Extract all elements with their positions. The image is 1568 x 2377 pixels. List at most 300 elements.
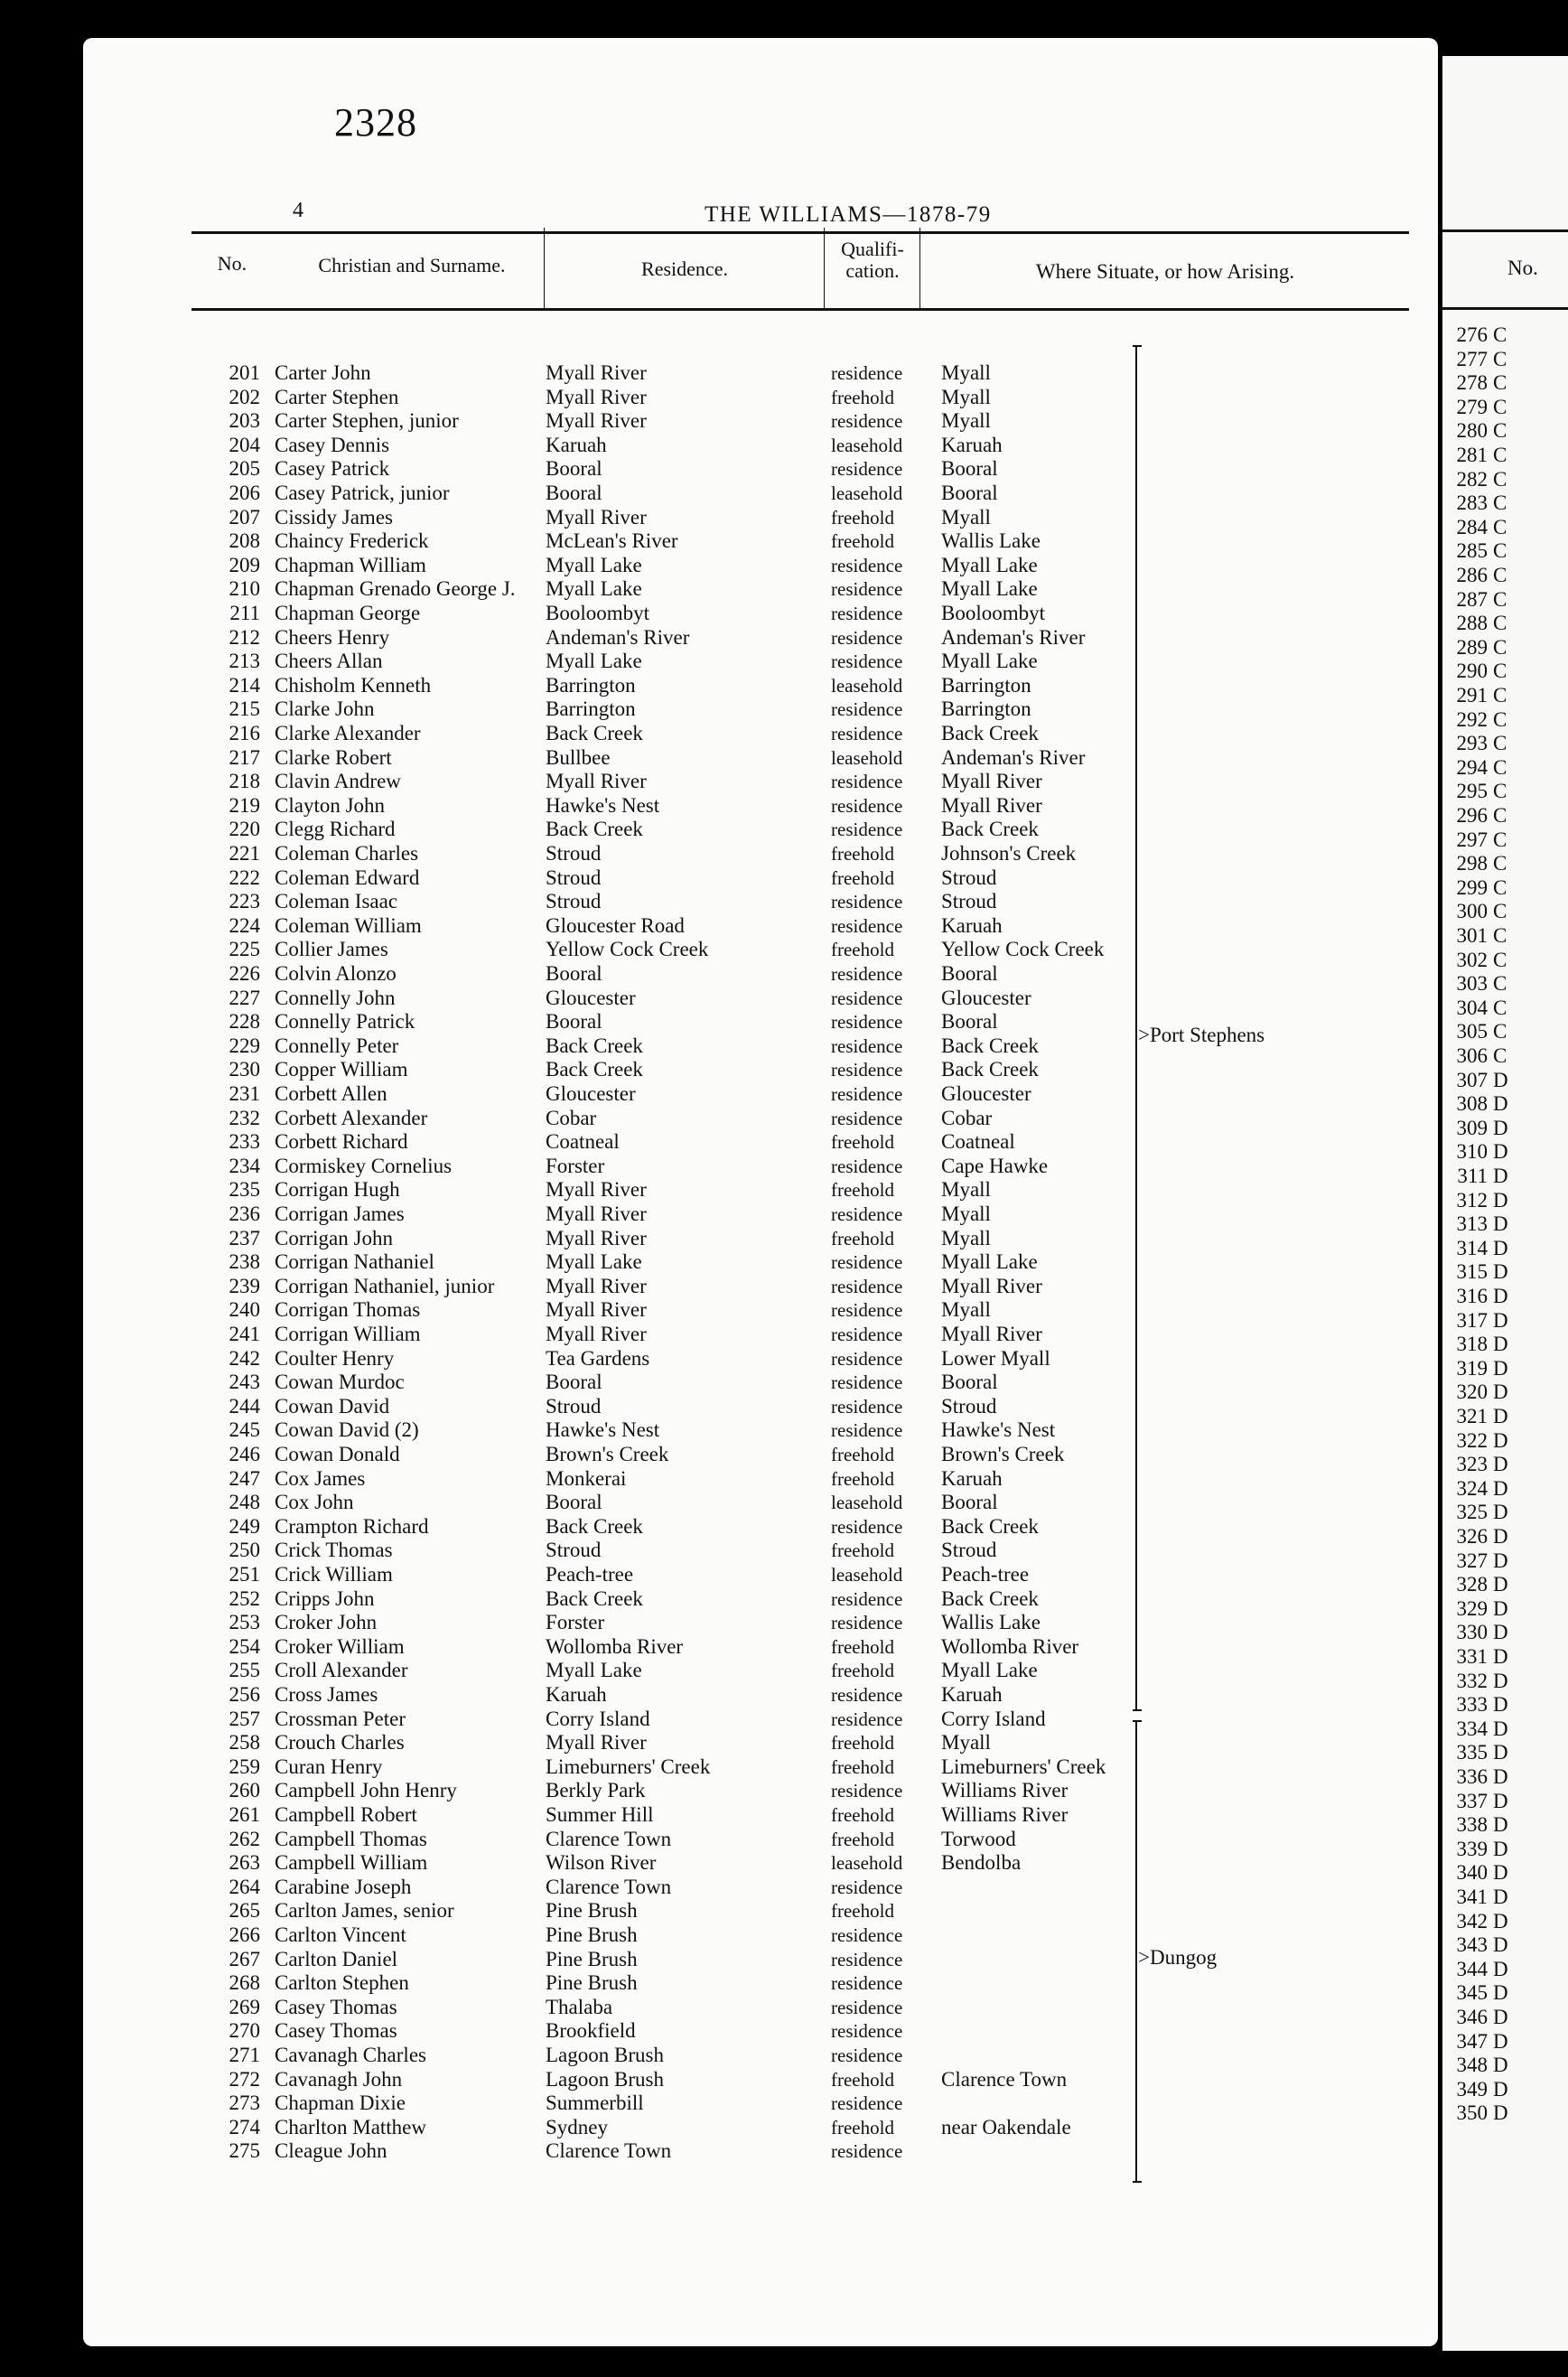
right-page-row <box>1442 564 1568 587</box>
entry-residence: Clarence Town <box>546 1827 672 1850</box>
entry-number: 243 <box>229 1371 260 1394</box>
entry-where: Andeman's River <box>941 745 1086 769</box>
entry-name: Cripps John <box>275 1586 375 1610</box>
entry-where: Cobar <box>941 1106 993 1129</box>
right-page-row <box>1442 1910 1568 1933</box>
entry-residence: Myall Lake <box>546 1659 642 1682</box>
entry-residence: Myall River <box>546 409 647 433</box>
entry-number: 266 <box>229 1923 260 1946</box>
right-entry-initial: D <box>1493 1981 1508 2005</box>
entry-qualification: residence <box>831 2020 903 2043</box>
entry-where: Myall <box>941 1226 991 1249</box>
right-page-row <box>1442 756 1568 780</box>
entry-number: 204 <box>229 433 260 456</box>
right-page-row <box>1442 396 1568 419</box>
entry-where: Wallis Lake <box>941 1611 1041 1634</box>
entry-where: Brown's Creek <box>941 1443 1065 1465</box>
table-row <box>83 818 1257 841</box>
entry-name: Chapman George <box>275 602 421 624</box>
right-entry-initial: C <box>1493 444 1507 466</box>
right-entry-number: 305 <box>1456 1020 1488 1043</box>
right-entry-number: 345 <box>1456 1981 1488 2005</box>
entry-residence: Monkerai <box>546 1466 627 1490</box>
entry-number: 217 <box>229 745 260 769</box>
right-entry-initial: C <box>1493 635 1507 659</box>
entry-number: 202 <box>229 385 260 408</box>
right-page-row <box>1442 636 1568 660</box>
entry-number: 220 <box>229 818 260 841</box>
table-row <box>83 914 1257 938</box>
table-row <box>83 962 1257 986</box>
entry-residence: Gloucester <box>546 1082 636 1105</box>
entry-where: Myall Lake <box>941 650 1038 673</box>
right-entry-number: 336 <box>1456 1765 1488 1788</box>
entry-name: Corrigan Thomas <box>275 1298 421 1322</box>
right-page-row <box>1442 708 1568 732</box>
right-page-row <box>1442 2030 1568 2054</box>
entry-qualification: residence <box>831 1876 903 1898</box>
table-row <box>83 2068 1257 2092</box>
right-entry-number: 330 <box>1456 1621 1488 1644</box>
entry-residence: Stroud <box>546 1394 602 1418</box>
entry-number: 256 <box>229 1683 260 1706</box>
dungog-bracket <box>1135 1720 1137 2181</box>
entry-residence: Back Creek <box>546 1034 643 1057</box>
entry-number: 207 <box>229 505 260 529</box>
entry-qualification: freehold <box>831 1131 894 1154</box>
entry-name: Cox John <box>275 1491 354 1514</box>
right-entry-initial: D <box>1493 1068 1508 1091</box>
entry-number: 214 <box>229 673 260 697</box>
entry-number: 231 <box>229 1082 260 1105</box>
entry-residence: Back Creek <box>546 1586 643 1610</box>
bracket-bottom-tick <box>1133 2181 1142 2183</box>
entry-name: Croker John <box>275 1611 378 1634</box>
entry-where: Myall <box>941 385 991 408</box>
right-entry-number: 314 <box>1456 1236 1488 1259</box>
right-entry-initial: D <box>1493 1621 1508 1644</box>
right-entry-number: 301 <box>1456 924 1488 947</box>
entry-residence: Cobar <box>546 1106 597 1129</box>
entry-name: Crick William <box>275 1563 393 1586</box>
right-page-row <box>1442 588 1568 612</box>
right-entry-number: 325 <box>1456 1501 1488 1524</box>
entry-number: 212 <box>229 625 260 649</box>
entry-name: Connelly John <box>275 986 396 1009</box>
right-entry-initial: D <box>1493 1165 1508 1187</box>
entry-qualification: residence <box>831 987 903 1009</box>
entry-number: 264 <box>229 1875 260 1898</box>
table-row <box>83 2139 1257 2163</box>
entry-name: Crick Thomas <box>275 1539 393 1562</box>
right-entry-number: 339 <box>1456 1837 1488 1860</box>
table-row <box>83 987 1257 1010</box>
entry-qualification: residence <box>831 1780 903 1802</box>
right-entry-number: 313 <box>1456 1212 1488 1236</box>
entry-residence: Myall Lake <box>546 650 642 673</box>
right-entry-number: 307 <box>1456 1068 1488 1091</box>
entry-qualification: residence <box>831 1515 903 1538</box>
table-row <box>83 386 1257 409</box>
entry-qualification: residence <box>831 1948 903 1970</box>
entry-residence: Brown's Creek <box>546 1443 669 1465</box>
entry-number: 230 <box>229 1058 260 1081</box>
entry-residence: Myall River <box>546 770 647 793</box>
right-entry-initial: C <box>1493 684 1507 707</box>
right-page-row <box>1442 1429 1568 1453</box>
table-row <box>83 1275 1257 1298</box>
table-row <box>83 2044 1257 2067</box>
entry-residence: Gloucester Road <box>546 913 685 937</box>
entry-residence: Back Creek <box>546 818 643 841</box>
right-entry-initial: C <box>1493 1044 1507 1067</box>
entry-qualification: freehold <box>831 1227 894 1249</box>
entry-name: Curan Henry <box>275 1755 383 1778</box>
right-entry-number: 338 <box>1456 1813 1488 1837</box>
entry-number: 215 <box>229 697 260 721</box>
entry-residence: Brookfield <box>546 2019 636 2043</box>
right-entry-initial: D <box>1493 1669 1508 1692</box>
entry-qualification: residence <box>831 1972 903 1995</box>
entry-number: 242 <box>229 1346 260 1370</box>
table-row <box>83 1971 1257 1995</box>
header-qualification: Qualifi- cation. <box>841 238 904 283</box>
right-entry-number: 285 <box>1456 539 1488 563</box>
entry-name: Crampton Richard <box>275 1514 429 1538</box>
right-page-row <box>1442 1189 1568 1212</box>
entry-qualification: residence <box>831 723 903 744</box>
entry-number: 239 <box>229 1274 260 1297</box>
right-entry-number: 281 <box>1456 444 1488 466</box>
entry-qualification: residence <box>831 1708 903 1730</box>
right-entry-initial: D <box>1493 2054 1508 2077</box>
entry-where: near Oakendale <box>941 2115 1071 2138</box>
entry-number: 250 <box>229 1539 260 1562</box>
right-page-row <box>1442 1405 1568 1428</box>
right-page-row <box>1442 1549 1568 1573</box>
entry-number: 275 <box>229 2139 260 2163</box>
entry-name: Crossman Peter <box>275 1707 406 1730</box>
entry-qualification: residence <box>831 1059 903 1081</box>
entry-name: Chapman William <box>275 553 426 576</box>
entry-name: Corrigan James <box>275 1203 405 1225</box>
right-page-row <box>1442 780 1568 803</box>
entry-where: Williams River <box>941 1779 1069 1802</box>
entry-residence: Barrington <box>546 673 636 697</box>
entry-residence: Summerbill <box>546 2092 644 2115</box>
entry-name: Cavanagh John <box>275 2067 403 2091</box>
entry-where: Myall <box>941 361 991 384</box>
entry-number: 241 <box>229 1323 260 1345</box>
entry-where: Booloombyt <box>941 602 1046 624</box>
entry-residence: Pine Brush <box>546 1971 638 1995</box>
entry-where: Myall <box>941 409 991 433</box>
entry-residence: Bullbee <box>546 745 611 769</box>
entry-number: 209 <box>229 553 260 576</box>
entry-qualification: freehold <box>831 386 894 408</box>
entry-residence: Myall River <box>546 385 647 408</box>
entry-name: Cavanagh Charles <box>275 2044 426 2066</box>
column-divider <box>824 228 825 309</box>
entry-number: 274 <box>229 2115 260 2138</box>
table-row <box>83 1203 1257 1226</box>
right-page-row <box>1442 2054 1568 2077</box>
right-page-row <box>1442 732 1568 755</box>
right-page-row <box>1442 660 1568 683</box>
table-row <box>83 1130 1257 1154</box>
entry-where: Myall River <box>941 770 1042 793</box>
entry-where: Myall <box>941 505 991 529</box>
entry-qualification: leasehold <box>831 1564 903 1586</box>
right-page-row <box>1442 1573 1568 1596</box>
right-entry-initial: C <box>1493 395 1507 418</box>
entry-number: 237 <box>229 1226 260 1249</box>
table-row <box>83 1107 1257 1130</box>
entry-qualification: residence <box>831 914 903 937</box>
right-page-row <box>1442 1309 1568 1333</box>
entry-qualification: residence <box>831 963 903 985</box>
entry-residence: Summer Hill <box>546 1803 654 1826</box>
right-entry-number: 340 <box>1456 1861 1488 1885</box>
entry-where: Wallis Lake <box>941 529 1041 553</box>
entry-qualification: freehold <box>831 506 894 529</box>
entry-number: 210 <box>229 577 260 601</box>
entry-name: Coleman William <box>275 913 422 937</box>
right-entry-number: 332 <box>1456 1669 1488 1692</box>
entry-number: 216 <box>229 722 260 744</box>
header-where: Where Situate, or how Arising. <box>1035 260 1295 283</box>
entry-qualification: freehold <box>831 843 894 865</box>
right-page-row <box>1442 2101 1568 2125</box>
entry-where: Back Creek <box>941 1514 1039 1538</box>
right-page-row <box>1442 1069 1568 1092</box>
table-row <box>83 1779 1257 1802</box>
header-bottom-rule <box>191 308 1409 311</box>
entry-name: Clavin Andrew <box>275 770 401 793</box>
table-row <box>83 746 1257 770</box>
entry-name: Carlton Vincent <box>275 1923 406 1946</box>
entry-name: Carter Stephen, junior <box>275 409 459 433</box>
entry-residence: Thalaba <box>546 1995 613 2018</box>
entry-residence: Sydney <box>546 2115 608 2138</box>
right-entry-number: 288 <box>1456 612 1488 635</box>
entry-number: 261 <box>229 1803 260 1826</box>
entry-number: 259 <box>229 1755 260 1778</box>
entry-where: Peach-tree <box>941 1563 1030 1586</box>
right-entry-number: 277 <box>1456 347 1488 370</box>
entry-number: 268 <box>229 1971 260 1995</box>
entry-where: Karuah <box>941 433 1003 456</box>
right-page-row <box>1442 516 1568 539</box>
right-page-row <box>1442 1886 1568 1909</box>
right-entry-number: 322 <box>1456 1428 1488 1452</box>
entry-where: Myall Lake <box>941 1250 1038 1274</box>
right-page-row <box>1442 1380 1568 1404</box>
right-entry-number: 324 <box>1456 1476 1488 1500</box>
entry-residence: Forster <box>546 1154 605 1177</box>
entry-name: Cheers Henry <box>275 625 390 649</box>
entry-residence: Lagoon Brush <box>546 2067 664 2091</box>
entry-residence: Wollomba River <box>546 1634 684 1658</box>
entry-where: Myall Lake <box>941 553 1038 576</box>
entry-number: 235 <box>229 1178 260 1202</box>
table-row <box>83 1178 1257 1202</box>
right-entry-initial: C <box>1493 612 1507 635</box>
right-entry-number: 290 <box>1456 660 1488 683</box>
entry-number: 253 <box>229 1611 260 1634</box>
entry-residence: Pine Brush <box>546 1899 638 1923</box>
entry-qualification: residence <box>831 626 903 649</box>
right-entry-initial: D <box>1493 1356 1508 1380</box>
entry-qualification: residence <box>831 458 903 481</box>
right-page-row <box>1442 997 1568 1020</box>
right-page-row <box>1442 1717 1568 1741</box>
right-entry-initial: C <box>1493 732 1507 755</box>
right-entry-initial: D <box>1493 1260 1508 1284</box>
entry-name: Chapman Dixie <box>275 2092 406 2115</box>
table-row <box>83 1876 1257 1899</box>
entry-qualification: residence <box>831 1347 903 1370</box>
entry-number: 270 <box>229 2019 260 2043</box>
entry-name: Campbell Robert <box>275 1803 417 1826</box>
right-entry-initial: C <box>1493 875 1507 899</box>
table-row <box>83 1611 1257 1634</box>
entry-number: 232 <box>229 1106 260 1129</box>
entry-number: 203 <box>229 409 260 433</box>
entry-number: 272 <box>229 2067 260 2091</box>
page-number: 2328 <box>334 100 417 145</box>
right-page-row <box>1442 852 1568 875</box>
entry-qualification: freehold <box>831 1539 894 1562</box>
entry-name: Casey Dennis <box>275 433 390 456</box>
entry-qualification: leasehold <box>831 1492 903 1514</box>
bracket-top-tick <box>1133 345 1142 347</box>
table-row <box>83 1515 1257 1539</box>
right-page-row <box>1442 1453 1568 1476</box>
entry-qualification: residence <box>831 1299 903 1322</box>
right-entry-number: 342 <box>1456 1909 1488 1932</box>
entry-name: Casey Thomas <box>275 2019 397 2043</box>
entry-residence: Hawke's Nest <box>546 1418 660 1442</box>
entry-name: Carter Stephen <box>275 385 399 408</box>
right-entry-number: 331 <box>1456 1645 1488 1668</box>
table-row <box>83 1010 1257 1034</box>
right-entry-number: 316 <box>1456 1285 1488 1307</box>
entry-number: 213 <box>229 650 260 673</box>
entry-qualification: residence <box>831 771 903 793</box>
right-entry-number: 287 <box>1456 587 1488 611</box>
entry-name: Corrigan Nathaniel, junior <box>275 1274 495 1297</box>
entry-qualification: residence <box>831 1419 903 1442</box>
right-page-row <box>1442 539 1568 563</box>
right-entry-initial: C <box>1493 491 1507 515</box>
entry-residence: Myall Lake <box>546 553 642 576</box>
entry-qualification: residence <box>831 1684 903 1706</box>
entry-qualification: residence <box>831 1612 903 1634</box>
column-divider <box>919 228 920 309</box>
right-entry-initial: D <box>1493 1693 1508 1717</box>
table-row <box>83 1491 1257 1514</box>
entry-where: Clarence Town <box>941 2067 1068 2091</box>
right-entry-number: 278 <box>1456 371 1488 395</box>
entry-number: 251 <box>229 1563 260 1586</box>
table-row <box>83 1803 1257 1827</box>
entry-residence: Myall River <box>546 1731 647 1755</box>
entry-where: Karuah <box>941 1466 1003 1490</box>
right-page-row <box>1442 1477 1568 1501</box>
right-page-row <box>1442 1044 1568 1068</box>
entry-number: 227 <box>229 986 260 1009</box>
entry-qualification: residence <box>831 1251 903 1274</box>
right-page-row <box>1442 2006 1568 2029</box>
entry-name: Carlton Daniel <box>275 1947 398 1970</box>
right-page-row <box>1442 348 1568 371</box>
entry-where: Gloucester <box>941 986 1031 1009</box>
entry-qualification: freehold <box>831 1804 894 1826</box>
right-entry-initial: D <box>1493 1596 1508 1620</box>
entry-where: Myall <box>941 1731 991 1755</box>
entry-name: Cowan David (2) <box>275 1418 419 1442</box>
table-row <box>83 554 1257 577</box>
entry-name: Chapman Grenado George J. <box>275 577 516 601</box>
right-entry-initial: C <box>1493 347 1507 370</box>
group-label-text: Port Stephens <box>1149 1024 1265 1046</box>
right-entry-number: 334 <box>1456 1717 1488 1740</box>
entry-qualification: residence <box>831 1924 903 1946</box>
table-row <box>83 1227 1257 1250</box>
entry-residence: Karuah <box>546 1683 607 1706</box>
entry-number: 229 <box>229 1034 260 1057</box>
entry-qualification: leasehold <box>831 674 903 697</box>
right-entry-initial: C <box>1493 539 1507 563</box>
entry-where: Back Creek <box>941 1586 1039 1610</box>
entry-qualification: freehold <box>831 2116 894 2138</box>
right-entry-number: 297 <box>1456 828 1488 851</box>
table-row <box>83 697 1257 721</box>
right-entry-initial: D <box>1493 1861 1508 1885</box>
right-page-row <box>1442 1861 1568 1885</box>
entry-where: Stroud <box>941 1394 997 1418</box>
right-entry-number: 296 <box>1456 804 1488 827</box>
entry-qualification: residence <box>831 794 903 817</box>
entry-number: 257 <box>229 1707 260 1730</box>
right-entry-initial: D <box>1493 1285 1508 1307</box>
entry-qualification: residence <box>831 2045 903 2066</box>
table-row <box>83 1034 1257 1058</box>
right-page-row <box>1442 1670 1568 1693</box>
right-entry-initial: C <box>1493 467 1507 491</box>
entry-residence: Back Creek <box>546 722 643 744</box>
entry-residence: Myall River <box>546 1178 647 1202</box>
table-row <box>83 1371 1257 1394</box>
entry-residence: Clarence Town <box>546 1875 672 1898</box>
table-row <box>83 1347 1257 1371</box>
entry-qualification: residence <box>831 819 903 841</box>
right-page-row <box>1442 1357 1568 1380</box>
table-row <box>83 2092 1257 2115</box>
entry-name: Carter John <box>275 361 371 384</box>
right-page-row <box>1442 491 1568 515</box>
right-entry-initial: D <box>1493 1525 1508 1548</box>
table-row <box>83 577 1257 601</box>
right-entry-initial: D <box>1493 1886 1508 1908</box>
entry-where: Karuah <box>941 913 1003 937</box>
entry-residence: Clarence Town <box>546 2139 672 2163</box>
entry-name: Cheers Allan <box>275 650 383 673</box>
right-entry-number: 347 <box>1456 2029 1488 2053</box>
header-residence: Residence. <box>641 257 728 280</box>
column-divider <box>544 228 545 309</box>
